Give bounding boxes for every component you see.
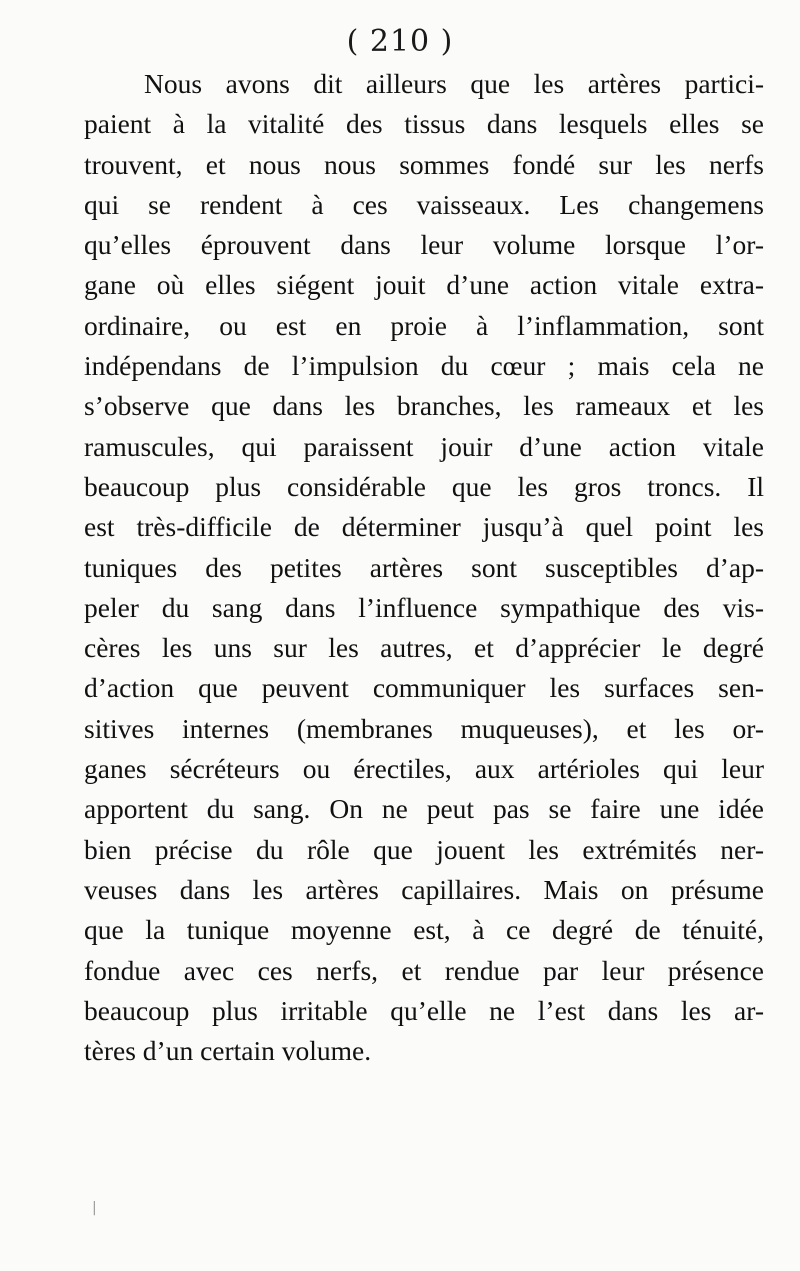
text-line: qui se rendent à ces vaisseaux. Les changemens — [84, 188, 764, 220]
text-line: gane où elles siégent jouit d’une action vitale extra- — [84, 269, 764, 301]
text-line: ganes sécréteurs ou érectiles, aux artérioles qui leur — [84, 753, 764, 785]
text-line: s’observe que dans les branches, les rameaux et les — [84, 390, 764, 422]
text-line: qu’elles éprouvent dans leur volume lorsque l’or- — [84, 229, 764, 261]
text-line: tuniques des petites artères sont susceptibles d’ap- — [84, 551, 764, 583]
text-line: d’action que peuvent communiquer les surfaces sen- — [84, 672, 764, 704]
text-line: que la tunique moyenne est, à ce degré de ténuité, — [84, 914, 764, 946]
text-line: cères les uns sur les autres, et d’apprécier le degré — [84, 632, 764, 664]
text-line: apportent du sang. On ne peut pas se faire une idée — [84, 793, 764, 825]
text-line: bien précise du rôle que jouent les extrémités ner- — [84, 833, 764, 865]
text-line: paient à la vitalité des tissus dans lesquels elles se — [84, 108, 764, 140]
text-line: veuses dans les artères capillaires. Mais on présume — [84, 873, 764, 905]
text-line: beaucoup plus irritable qu’elle ne l’est dans les ar- — [84, 994, 764, 1026]
text-line: peler du sang dans l’influence sympathique des vis- — [84, 591, 764, 623]
text-line: trouvent, et nous nous sommes fondé sur les nerfs — [84, 148, 764, 180]
page-number: ( 210 ) — [346, 24, 454, 59]
text-line: tères d’un certain volume. — [84, 1035, 372, 1067]
body-paragraph — [84, 64, 764, 1071]
text-line: ramuscules, qui paraissent jouir d’une action vitale — [84, 430, 764, 462]
text-line: Nous avons dit ailleurs que les artères partici- — [144, 68, 764, 99]
text-line: fondue avec ces nerfs, et rendue par leur présence — [84, 954, 764, 986]
text-line: beaucoup plus considérable que les gros troncs. Il — [84, 470, 764, 502]
text-line: sitives internes (membranes muqueuses), et les or- — [84, 712, 764, 744]
margin-speck: | — [92, 1200, 97, 1216]
text-line: ordinaire, ou est en proie à l’inflammation, sont — [84, 309, 764, 341]
text-line: est très-difficile de déterminer jusqu’à quel point les — [84, 511, 764, 543]
text-line: indépendans de l’impulsion du cœur ; mais cela ne — [84, 350, 764, 382]
